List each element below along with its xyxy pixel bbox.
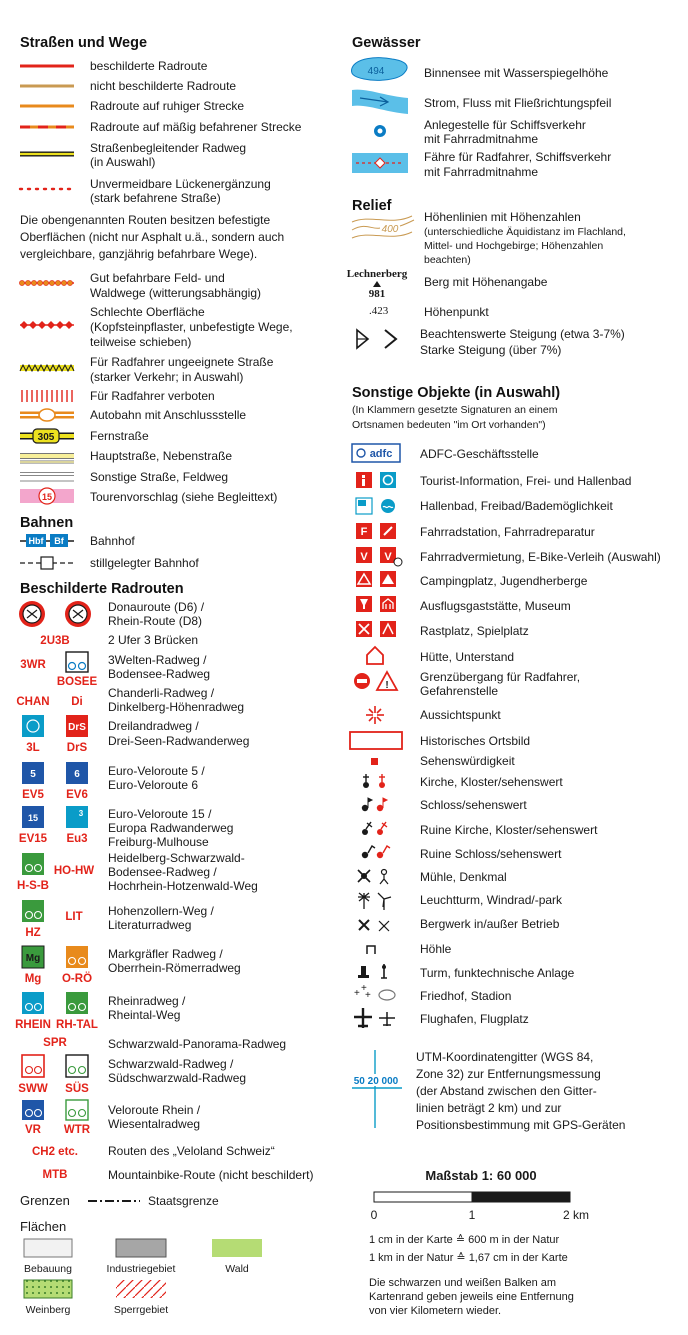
svg-text:Höhenlinien mit Höhenzahlen: Höhenlinien mit Höhenzahlen: [424, 210, 581, 224]
svg-text:Bodensee-Radweg /: Bodensee-Radweg /: [108, 865, 217, 879]
svg-text:mit Fahrradmitnahme: mit Fahrradmitnahme: [424, 132, 539, 146]
svg-text:Anlegestelle für Schiffsverkeh: Anlegestelle für Schiffsverkehr: [424, 118, 586, 132]
svg-text:LIT: LIT: [65, 911, 83, 923]
legend-item-river: [352, 90, 611, 114]
svg-text:EV15: EV15: [18, 833, 48, 845]
svg-text:Donauroute (D6) /: Donauroute (D6) /: [108, 600, 205, 614]
legend-item-motorway: [20, 408, 246, 422]
object-swimming: [356, 498, 613, 514]
svg-text:mit Fahrradmitnahme: mit Fahrradmitnahme: [424, 165, 539, 179]
borders-title: Grenzen: [20, 1193, 70, 1208]
svg-text:Schloss/sehenswert: Schloss/sehenswert: [420, 798, 527, 812]
svg-text:5: 5: [30, 769, 36, 780]
legend-item-other-road: [20, 470, 228, 484]
svg-text:Eu3: Eu3: [66, 833, 88, 845]
object-bike-rental: [356, 547, 661, 566]
route-sww-sues: [18, 1055, 246, 1095]
object-restaurant-museum: [356, 596, 571, 613]
svg-text:Mittel- und Hochgebirge; Höhen: Mittel- und Hochgebirge; Höhenzahlen: [424, 240, 604, 252]
svg-text:Dinkelberg-Höhenradweg: Dinkelberg-Höhenradweg: [108, 700, 245, 714]
svg-text:2U3B: 2U3B: [40, 635, 70, 647]
object-tower: [358, 964, 575, 980]
object-bike-station: [356, 523, 595, 539]
svg-text:Oberrhein-Römerradweg: Oberrhein-Römerradweg: [108, 961, 241, 975]
svg-text:(in Auswahl): (in Auswahl): [90, 155, 156, 169]
svg-text:Unvermeidbare Lückenergänzung: Unvermeidbare Lückenergänzung: [90, 177, 271, 191]
svg-text:Sehenswürdigkeit: Sehenswürdigkeit: [420, 754, 515, 768]
svg-text:Historisches Ortsbild: Historisches Ortsbild: [420, 734, 531, 748]
svg-text:Mountainbike-Route (nicht besc: Mountainbike-Route (nicht beschildert): [108, 1168, 314, 1182]
svg-text:Fahrradstation, Fahrradreparat: Fahrradstation, Fahrradreparatur: [420, 525, 595, 539]
svg-text:Sonstige Straße, Feldweg: Sonstige Straße, Feldweg: [90, 470, 229, 484]
svg-text:Freiburg-Mulhouse: Freiburg-Mulhouse: [108, 835, 209, 849]
svg-text:+: +: [361, 983, 367, 994]
scale-text: [369, 1234, 574, 1317]
svg-text:3Welten-Radweg /: 3Welten-Radweg /: [108, 653, 207, 667]
svg-text:Ruine Kirche, Kloster/sehenswe: Ruine Kirche, Kloster/sehenswert: [420, 823, 598, 837]
svg-text:SWW: SWW: [18, 1083, 48, 1095]
route-hz-lit: [22, 900, 214, 939]
svg-text:Radroute auf ruhiger Strecke: Radroute auf ruhiger Strecke: [90, 99, 245, 113]
svg-text:Fahrradvermietung, E-Bike-Verl: Fahrradvermietung, E-Bike-Verleih (Auswahl): [420, 550, 661, 564]
legend-item-signed-route: [20, 59, 208, 73]
svg-text:beschilderte Radroute: beschilderte Radroute: [90, 59, 208, 73]
svg-text:Rheintal-Weg: Rheintal-Weg: [108, 1008, 181, 1022]
road-number-badge: 305: [37, 432, 55, 443]
svg-text:Kartenrand geben jeweils eine: Kartenrand geben jeweils eine Entfernung: [369, 1291, 574, 1303]
svg-text:Grenzübergang für Radfahrer,: Grenzübergang für Radfahrer,: [420, 670, 581, 684]
relief-title: Relief: [352, 198, 392, 214]
legend-item-tour-suggestion: [20, 488, 277, 504]
svg-text:Hauptstraße, Nebenstraße: Hauptstraße, Nebenstraße: [90, 449, 233, 463]
svg-text:1 km in der Natur ≙ 1,67 cm in: 1 km in der Natur ≙ 1,67 cm in der Karte: [369, 1252, 568, 1264]
svg-text:ADFC-Geschäftsstelle: ADFC-Geschäftsstelle: [420, 447, 539, 461]
svg-text:Sperrgebiet: Sperrgebiet: [113, 1304, 169, 1316]
svg-text:3WR: 3WR: [20, 659, 46, 671]
svg-text:Tourist-Information, Frei- und: Tourist-Information, Frei- und Hallenbad: [420, 474, 632, 488]
svg-text:Industriegebiet: Industriegebiet: [106, 1263, 176, 1275]
svg-text:Turm, funktechnische Anlage: Turm, funktechnische Anlage: [420, 966, 575, 980]
svg-text:DrS: DrS: [68, 722, 86, 733]
rail-title: Bahnen: [20, 515, 74, 531]
object-mine: [359, 917, 560, 931]
area-restricted: [114, 1280, 168, 1316]
svg-text:Strom, Fluss mit Fließrichtung: Strom, Fluss mit Fließrichtungspfeil: [424, 96, 612, 110]
svg-text:Flughafen, Flugplatz: Flughafen, Flugplatz: [420, 1012, 529, 1026]
svg-text:CHAN: CHAN: [16, 696, 50, 708]
water-title: Gewässer: [352, 35, 421, 51]
lake-elevation: 494: [367, 66, 385, 77]
svg-text:Dreilandradweg /: Dreilandradweg /: [108, 719, 199, 733]
svg-text:(unterschiedliche Äquidistanz: (unterschiedliche Äquidistanz im Flachland,: [424, 226, 626, 238]
svg-text:2 Ufer 3 Brücken: 2 Ufer 3 Brücken: [108, 633, 199, 647]
route-ev15-eu3: [19, 806, 233, 849]
object-camping: [356, 571, 588, 588]
svg-text:Staatsgrenze: Staatsgrenze: [148, 1194, 219, 1208]
svg-text:Chanderli-Radweg /: Chanderli-Radweg /: [108, 686, 215, 700]
cycle-routes-title: Beschilderte Radrouten: [20, 581, 184, 597]
svg-text:Die schwarzen und weißen Balke: Die schwarzen und weißen Balken am: [369, 1277, 557, 1289]
legend-item-unsigned-route: [20, 79, 236, 93]
svg-text:Hochrhein-Hotzenwald-Weg: Hochrhein-Hotzenwald-Weg: [108, 879, 258, 893]
svg-text:Veloroute Rhein /: Veloroute Rhein /: [108, 1103, 201, 1117]
svg-text:Für Radfahrer ungeeignete Stra: Für Radfahrer ungeeignete Straße: [90, 355, 274, 369]
tour-number-badge: 15: [41, 492, 53, 502]
svg-text:Mühle, Denkmal: Mühle, Denkmal: [420, 870, 507, 884]
svg-text:Tourenvorschlag (siehe Begleit: Tourenvorschlag (siehe Begleittext): [90, 490, 278, 504]
mountain-name: Lechnerberg: [346, 268, 408, 280]
svg-text:teilweise schieben): teilweise schieben): [90, 335, 192, 349]
svg-text:von vier Kilometern wieder.: von vier Kilometern wieder.: [369, 1305, 502, 1317]
station-badge-hbf: Hbf: [28, 536, 44, 546]
legend-item-unsuitable-road: [20, 355, 274, 384]
legend-item-bicycles-forbidden: [22, 389, 215, 403]
svg-text:V: V: [360, 551, 368, 563]
svg-text:Di: Di: [71, 696, 83, 708]
svg-text:Weinberg: Weinberg: [25, 1304, 71, 1316]
svg-text:Fernstraße: Fernstraße: [90, 429, 149, 443]
svg-text:Bebauung: Bebauung: [24, 1263, 72, 1275]
height-point-value: .423: [369, 305, 389, 317]
svg-text:Kirche, Kloster/sehenswert: Kirche, Kloster/sehenswert: [420, 775, 563, 789]
svg-text:15: 15: [27, 813, 39, 823]
svg-text:linien beträgt 2 km) und zur: linien beträgt 2 km) und zur: [416, 1101, 562, 1115]
svg-text:Positionsbestimmung mit GPS-Ge: Positionsbestimmung mit GPS-Geräten: [416, 1118, 626, 1132]
svg-text:O-RÖ: O-RÖ: [61, 973, 93, 985]
svg-text:Heidelberg-Schwarzwald-: Heidelberg-Schwarzwald-: [108, 851, 245, 865]
route-donau-rhein: [19, 600, 205, 628]
object-cave: [367, 942, 452, 956]
route-hsb-hohw: [17, 851, 258, 893]
object-historic-town: [350, 732, 530, 749]
svg-text:Ruine Schloss/sehenswert: Ruine Schloss/sehenswert: [420, 847, 562, 861]
area-forest: [212, 1239, 262, 1275]
object-church: [363, 774, 563, 789]
svg-text:0: 0: [370, 1208, 378, 1222]
svg-text:Hallenbad, Freibad/Bademöglich: Hallenbad, Freibad/Bademöglichkeit: [420, 499, 613, 513]
svg-text:Bodensee-Radweg: Bodensee-Radweg: [108, 667, 211, 681]
svg-text:Die obengenannten Routen besit: Die obengenannten Routen besitzen befestigte: [20, 213, 271, 227]
svg-text:1: 1: [468, 1208, 476, 1222]
legend-item-federal-road: [20, 429, 149, 443]
scale-bar: [371, 1192, 589, 1222]
svg-text:+: +: [354, 988, 360, 999]
svg-text:stillgelegter Bahnhof: stillgelegter Bahnhof: [90, 556, 199, 570]
area-built-up: [24, 1239, 72, 1275]
svg-text:Fähre für Radfahrer, Schiffsve: Fähre für Radfahrer, Schiffsverkehr: [424, 150, 612, 164]
svg-text:Schwarzwald-Panorama-Radweg: Schwarzwald-Panorama-Radweg: [108, 1037, 287, 1051]
svg-text:RH-TAL: RH-TAL: [56, 1019, 98, 1031]
svg-text:F: F: [360, 526, 368, 538]
svg-text:3L: 3L: [26, 742, 40, 754]
object-tourist-info: [356, 472, 631, 488]
legend-item-state-border: [20, 1193, 219, 1208]
svg-text:Euro-Veloroute 6: Euro-Veloroute 6: [108, 778, 199, 792]
svg-text:Für Radfahrer verboten: Für Radfahrer verboten: [90, 389, 215, 403]
svg-text:BOSEE: BOSEE: [56, 676, 98, 688]
svg-text:(Kopfsteinpflaster, unbefestig: (Kopfsteinpflaster, unbefestigte Wege,: [90, 320, 293, 334]
svg-text:Mg: Mg: [24, 973, 42, 985]
svg-text:Rhein-Route (D8): Rhein-Route (D8): [108, 614, 203, 628]
object-mill-monument: [358, 870, 507, 885]
legend-item-lake: [352, 58, 609, 81]
svg-text:2 km: 2 km: [562, 1208, 590, 1222]
svg-text:Straßenbegleitender Radweg: Straßenbegleitender Radweg: [90, 141, 247, 155]
svg-text:WTR: WTR: [63, 1124, 91, 1136]
scale-title: Maßstab 1: 60 000: [425, 1168, 537, 1183]
svg-text:Waldwege (witterungsabhängig): Waldwege (witterungsabhängig): [90, 286, 261, 300]
other-subtitle-1: (In Klammern gesetzte Signaturen an einem: [352, 404, 558, 416]
svg-text:H-S-B: H-S-B: [17, 880, 49, 892]
svg-text:Höhle: Höhle: [420, 942, 452, 956]
svg-text:SPR: SPR: [43, 1037, 67, 1049]
legend-item-station: [20, 534, 135, 548]
svg-text:Berg mit Höhenangabe: Berg mit Höhenangabe: [424, 275, 548, 289]
svg-text:Rheinradweg /: Rheinradweg /: [108, 994, 186, 1008]
svg-text:HZ: HZ: [25, 927, 41, 939]
svg-text:Mg: Mg: [25, 953, 41, 964]
legend-item-quiet-route: [20, 99, 244, 113]
svg-text:Oberflächen (nicht nur Asphalt: Oberflächen (nicht nur Asphalt u.ä., sondern auch: [20, 230, 285, 244]
roads-title: Straßen und Wege: [20, 35, 148, 51]
svg-text:6: 6: [74, 769, 80, 780]
svg-text:HO-HW: HO-HW: [53, 865, 95, 877]
legend-item-utm-grid: [351, 1050, 625, 1132]
svg-text:DrS: DrS: [66, 742, 88, 754]
adfc-logo-text: adfc: [369, 448, 393, 460]
route-mg-oroe: [22, 946, 241, 985]
route-3l-drs: [22, 715, 249, 754]
svg-text:Höhenpunkt: Höhenpunkt: [424, 305, 489, 319]
area-vineyard: [24, 1280, 72, 1316]
svg-text:!: !: [385, 680, 389, 691]
svg-text:Routen des „Veloland Schweiz“: Routen des „Veloland Schweiz“: [108, 1144, 275, 1158]
object-border-crossing: [354, 670, 580, 698]
legend-item-gradient: [357, 327, 625, 357]
object-adfc: [352, 444, 539, 462]
area-industrial: [107, 1239, 176, 1275]
route-ch2: [32, 1144, 275, 1158]
svg-text:Euro-Veloroute 15 /: Euro-Veloroute 15 /: [108, 807, 212, 821]
svg-text:Bergwerk in/außer Betrieb: Bergwerk in/außer Betrieb: [420, 917, 560, 931]
svg-text:Literaturradweg: Literaturradweg: [108, 918, 192, 932]
svg-text:Ausflugsgaststätte, Museum: Ausflugsgaststätte, Museum: [420, 599, 571, 613]
contour-value: 400: [381, 224, 399, 235]
svg-text:Friedhof, Stadion: Friedhof, Stadion: [420, 989, 512, 1003]
svg-text:Starke Steigung (über 7%): Starke Steigung (über 7%): [420, 343, 562, 357]
legend-item-contour: [352, 210, 626, 266]
svg-text:nicht beschilderte Radroute: nicht beschilderte Radroute: [90, 79, 237, 93]
svg-text:(stark befahrene Straße): (stark befahrene Straße): [90, 191, 221, 205]
svg-text:Hohenzollern-Weg /: Hohenzollern-Weg /: [108, 904, 214, 918]
legend-item-bad-surface: [20, 305, 293, 349]
legend-item-gap-completion: [20, 177, 271, 205]
svg-text:Europa Radwanderweg: Europa Radwanderweg: [108, 821, 234, 835]
station-badge-bf: Bf: [54, 536, 64, 546]
svg-text:Autobahn mit Anschlussstelle: Autobahn mit Anschlussstelle: [90, 408, 247, 422]
svg-text:V: V: [384, 551, 392, 563]
object-airport: [354, 1008, 529, 1028]
svg-text:Hütte, Unterstand: Hütte, Unterstand: [420, 650, 515, 664]
svg-text:EV6: EV6: [66, 789, 88, 801]
svg-text:(der Abstand zwischen den Gitt: (der Abstand zwischen den Gitter-: [416, 1084, 597, 1098]
legend-item-main-road: [20, 449, 232, 463]
legend-item-height-point: [369, 305, 489, 319]
svg-text:Rastplatz, Spielplatz: Rastplatz, Spielplatz: [420, 624, 529, 638]
svg-text:Aussichtspunkt: Aussichtspunkt: [420, 708, 501, 722]
object-sight: [371, 754, 515, 768]
legend-item-mountain: [347, 268, 548, 300]
object-lighthouse-windpark: [358, 893, 563, 910]
legend-item-ferry: [352, 150, 611, 179]
svg-text:CH2 etc.: CH2 etc.: [31, 1146, 79, 1158]
roads-note: [20, 213, 284, 261]
svg-text:3: 3: [78, 809, 84, 818]
object-ruin-castle: [362, 846, 562, 861]
object-viewpoint: [366, 706, 501, 724]
svg-text:beachten): beachten): [424, 254, 471, 266]
route-chan-di: [16, 686, 244, 714]
areas-title: Flächen: [20, 1219, 67, 1234]
svg-text:(starker Verkehr; in Auswahl): (starker Verkehr; in Auswahl): [90, 370, 244, 384]
route-vr-wtr: [22, 1100, 201, 1136]
svg-text:Euro-Veloroute 5 /: Euro-Veloroute 5 /: [108, 764, 205, 778]
svg-text:Südschwarzwald-Radweg: Südschwarzwald-Radweg: [108, 1071, 247, 1085]
legend-item-moderate-traffic-route: [20, 120, 302, 134]
svg-text:UTM-Koordinatengitter (WGS 84,: UTM-Koordinatengitter (WGS 84,: [416, 1050, 594, 1064]
svg-text:Drei-Seen-Radwanderweg: Drei-Seen-Radwanderweg: [108, 734, 250, 748]
svg-text:Binnensee mit Wasserspiegelhöh: Binnensee mit Wasserspiegelhöhe: [424, 66, 609, 80]
legend-item-disused-station: [20, 556, 199, 570]
svg-text:Markgräfler Radweg /: Markgräfler Radweg /: [108, 947, 223, 961]
object-castle: [362, 798, 528, 812]
svg-text:SÜS: SÜS: [65, 1083, 89, 1095]
svg-text:EV5: EV5: [22, 789, 44, 801]
svg-text:RHEIN: RHEIN: [15, 1019, 51, 1031]
svg-text:Gut befahrbare Feld- und: Gut befahrbare Feld- und: [90, 271, 225, 285]
svg-text:VR: VR: [25, 1124, 41, 1136]
object-hut: [367, 647, 514, 664]
svg-text:MTB: MTB: [42, 1169, 68, 1181]
svg-text:Bahnhof: Bahnhof: [90, 534, 135, 548]
svg-text:vergleichbare, ganzjährig befa: vergleichbare, ganzjährig befahrbare Wege).: [20, 247, 258, 261]
route-3wr-bosee: [20, 652, 210, 688]
other-subtitle-2: Ortsnamen bedeuten "im Ort vorhanden"): [352, 419, 546, 431]
svg-text:Schlechte Oberfläche: Schlechte Oberfläche: [90, 305, 205, 319]
svg-text:Zone 32) zur Entfernungsmessun: Zone 32) zur Entfernungsmessung: [416, 1067, 601, 1081]
route-2u3b: [40, 633, 198, 647]
object-cemetery-stadium: [354, 983, 511, 1003]
svg-text:+: +: [365, 990, 371, 1001]
svg-text:Beachtenswerte Steigung (etwa: Beachtenswerte Steigung (etwa 3-7%): [420, 327, 625, 341]
svg-text:Gefahrenstelle: Gefahrenstelle: [420, 684, 499, 698]
route-rhein-rhtal: [15, 992, 186, 1031]
legend-item-landing-stage: [374, 118, 586, 146]
svg-text:1 cm in der Karte ≙ 600 m in d: 1 cm in der Karte ≙ 600 m in der Natur: [369, 1234, 560, 1246]
legend-item-roadside-cycleway: [20, 141, 246, 169]
svg-text:Schwarzwald-Radweg /: Schwarzwald-Radweg /: [108, 1057, 234, 1071]
route-ev5-ev6: [22, 762, 205, 801]
svg-text:Wiesentalradweg: Wiesentalradweg: [108, 1117, 201, 1131]
svg-text:Leuchtturm, Windrad/-park: Leuchtturm, Windrad/-park: [420, 893, 563, 907]
route-mtb: [43, 1168, 314, 1182]
utm-grid-label: 50 20 000: [353, 1076, 399, 1087]
object-rest-area-playground: [356, 621, 529, 638]
route-spr: [43, 1037, 286, 1051]
other-title: Sonstige Objekte (in Auswahl): [352, 385, 561, 401]
svg-text:Radroute auf mäßig befahrener: Radroute auf mäßig befahrener Strecke: [90, 120, 302, 134]
legend-item-field-forest-path: [19, 271, 261, 300]
mountain-height: 981: [368, 288, 386, 300]
svg-text:Campingplatz, Jugendherberge: Campingplatz, Jugendherberge: [420, 574, 588, 588]
svg-text:Wald: Wald: [225, 1263, 249, 1275]
object-ruin-church: [362, 822, 598, 837]
